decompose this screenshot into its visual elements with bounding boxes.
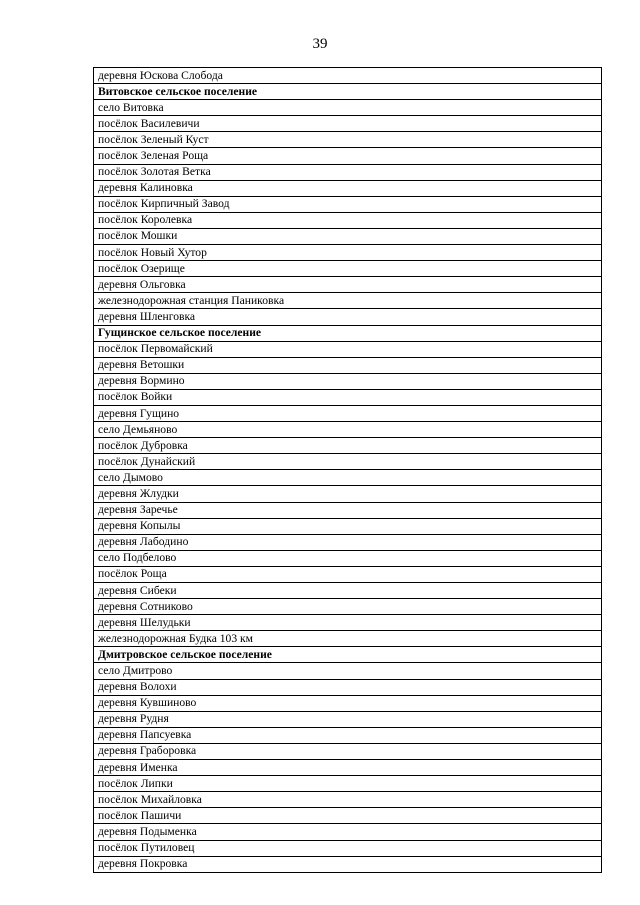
settlement-name: деревня Юскова Слобода — [94, 68, 602, 84]
page-number: 39 — [312, 36, 328, 52]
settlement-row — [94, 776, 602, 792]
settlement-row — [94, 711, 602, 727]
settlement-name: деревня Шелудьки — [94, 615, 602, 631]
settlement-name: посёлок Василевичи — [94, 116, 602, 132]
settlement-row — [94, 212, 602, 228]
settlement-row — [94, 180, 602, 196]
settlement-row — [94, 277, 602, 293]
settlement-name: деревня Ветошки — [94, 357, 602, 373]
settlement-name: посёлок Золотая Ветка — [94, 164, 602, 180]
settlement-row — [94, 583, 602, 599]
settlement-name: посёлок Зеленая Роща — [94, 148, 602, 164]
settlement-row — [94, 486, 602, 502]
settlement-row — [94, 808, 602, 824]
settlement-name: посёлок Дубровка — [94, 438, 602, 454]
settlement-group-header-row — [94, 84, 602, 100]
settlement-row — [94, 695, 602, 711]
settlement-row — [94, 373, 602, 389]
settlement-name: посёлок Озерище — [94, 261, 602, 277]
settlement-row — [94, 389, 602, 405]
settlement-row — [94, 116, 602, 132]
settlement-row — [94, 341, 602, 357]
settlement-row — [94, 663, 602, 679]
settlement-name: посёлок Войки — [94, 389, 602, 405]
settlement-row — [94, 534, 602, 550]
settlement-name: посёлок Дунайский — [94, 454, 602, 470]
settlements-table-body — [94, 68, 602, 873]
settlement-name: деревня Заречье — [94, 502, 602, 518]
settlement-row — [94, 856, 602, 872]
settlement-name: деревня Волохи — [94, 679, 602, 695]
settlement-name: деревня Именка — [94, 760, 602, 776]
settlement-name: посёлок Мошки — [94, 228, 602, 244]
settlement-name: село Дымово — [94, 470, 602, 486]
settlement-row — [94, 615, 602, 631]
settlement-name: деревня Рудня — [94, 711, 602, 727]
settlement-row — [94, 357, 602, 373]
settlements-table — [93, 67, 602, 873]
settlement-name: деревня Граборовка — [94, 743, 602, 759]
settlement-row — [94, 760, 602, 776]
settlement-name: посёлок Роща — [94, 566, 602, 582]
settlement-row — [94, 100, 602, 116]
settlement-name: посёлок Пашичи — [94, 808, 602, 824]
settlement-name: деревня Сотниково — [94, 599, 602, 615]
settlement-name: посёлок Кирпичный Завод — [94, 196, 602, 212]
settlement-name: посёлок Первомайский — [94, 341, 602, 357]
settlement-name: посёлок Зеленый Куст — [94, 132, 602, 148]
settlement-name: посёлок Новый Хутор — [94, 245, 602, 261]
settlement-row — [94, 550, 602, 566]
settlement-row — [94, 245, 602, 261]
settlement-name: деревня Папсуевка — [94, 727, 602, 743]
settlement-name: деревня Шленговка — [94, 309, 602, 325]
settlement-row — [94, 196, 602, 212]
settlement-row — [94, 599, 602, 615]
settlement-row — [94, 454, 602, 470]
settlement-name: посёлок Михайловка — [94, 792, 602, 808]
settlement-name: деревня Вормино — [94, 373, 602, 389]
settlement-name: деревня Сибеки — [94, 583, 602, 599]
settlement-group-title: Витовское сельское поселение — [94, 84, 602, 100]
settlement-row — [94, 309, 602, 325]
settlement-row — [94, 743, 602, 759]
settlement-name: деревня Покровка — [94, 856, 602, 872]
settlement-group-header-row — [94, 647, 602, 663]
settlement-name: посёлок Королевка — [94, 212, 602, 228]
settlement-row — [94, 824, 602, 840]
settlement-name: село Дмитрово — [94, 663, 602, 679]
settlement-row — [94, 148, 602, 164]
settlement-row — [94, 518, 602, 534]
settlement-name: деревня Жлудки — [94, 486, 602, 502]
settlement-row — [94, 68, 602, 84]
settlement-name: село Демьяново — [94, 422, 602, 438]
settlement-name: деревня Кувшиново — [94, 695, 602, 711]
settlement-row — [94, 727, 602, 743]
settlement-group-title: Дмитровское сельское поселение — [94, 647, 602, 663]
settlement-row — [94, 631, 602, 647]
settlement-row — [94, 438, 602, 454]
settlement-row — [94, 132, 602, 148]
settlement-row — [94, 566, 602, 582]
settlement-row — [94, 293, 602, 309]
settlement-row — [94, 261, 602, 277]
settlement-name: деревня Лабодино — [94, 534, 602, 550]
settlement-row — [94, 679, 602, 695]
settlement-row — [94, 470, 602, 486]
settlement-name: посёлок Липки — [94, 776, 602, 792]
settlement-name: село Витовка — [94, 100, 602, 116]
settlement-name: посёлок Путиловец — [94, 840, 602, 856]
settlement-row — [94, 405, 602, 421]
settlement-name: село Подбелово — [94, 550, 602, 566]
settlement-name: деревня Подыменка — [94, 824, 602, 840]
settlement-row — [94, 840, 602, 856]
settlement-row — [94, 228, 602, 244]
settlement-group-title: Гущинское сельское поселение — [94, 325, 602, 341]
settlement-row — [94, 164, 602, 180]
settlement-name: деревня Калиновка — [94, 180, 602, 196]
settlement-name: железнодорожная Будка 103 км — [94, 631, 602, 647]
settlement-name: деревня Гущино — [94, 405, 602, 421]
settlement-row — [94, 422, 602, 438]
settlement-row — [94, 502, 602, 518]
settlement-name: железнодорожная станция Паниковка — [94, 293, 602, 309]
settlement-row — [94, 792, 602, 808]
settlement-name: деревня Ольговка — [94, 277, 602, 293]
settlement-name: деревня Копылы — [94, 518, 602, 534]
settlement-group-header-row — [94, 325, 602, 341]
